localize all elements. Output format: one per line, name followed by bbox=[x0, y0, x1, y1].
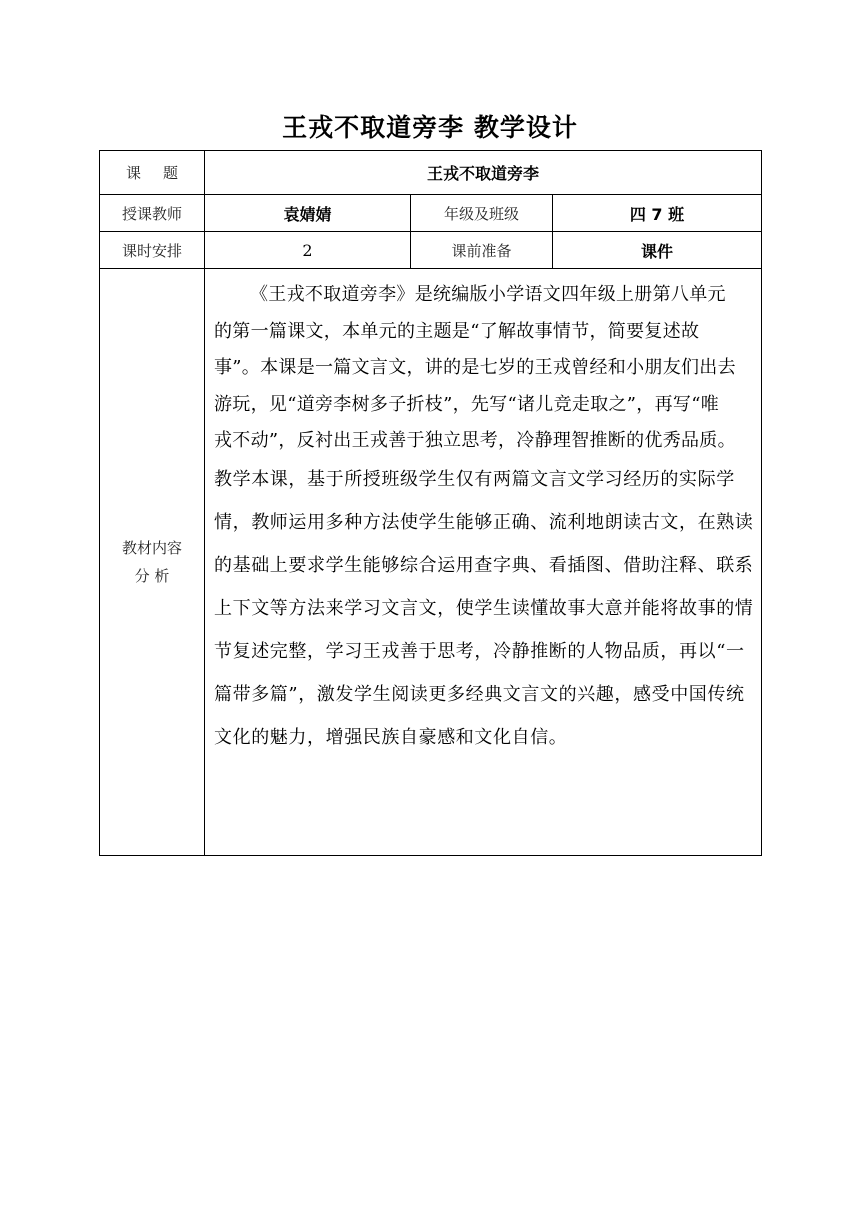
prep-label: 课前准备 bbox=[411, 232, 553, 269]
hours-label: 课时安排 bbox=[100, 232, 205, 269]
lesson-plan-table bbox=[99, 150, 762, 856]
topic-value: 王戎不取道旁李 bbox=[205, 151, 762, 195]
teacher-row bbox=[100, 195, 762, 232]
hours-value: 2 bbox=[205, 232, 411, 269]
topic-row bbox=[100, 151, 762, 195]
topic-label-cell bbox=[100, 151, 205, 195]
analysis-content bbox=[205, 269, 762, 856]
analysis-paragraph-1: 《王戎不取道旁李》是统编版小学语文四年级上册第八单元的第一篇课文，本单元的主题是“了解故事情节，简要复述故事”。本课是一篇文言文，讲的是七岁的王戎曾经和小朋友们出去游玩，见“道旁李树多子折枝”，先写“诸儿竞走取之”，再写“唯戎不动”，反衬出王戎善于独立思考，冷静理智推断的优秀品质。 bbox=[214, 284, 736, 451]
analysis-label-cell bbox=[100, 269, 205, 856]
grade-value: 四 7 班 bbox=[553, 195, 762, 232]
grade-label: 年级及班级 bbox=[411, 195, 553, 232]
analysis-label-line2: 分 析 bbox=[134, 567, 170, 585]
prep-value: 课件 bbox=[553, 232, 762, 269]
teacher-value: 袁婧婧 bbox=[205, 195, 411, 232]
topic-label: 课题 bbox=[125, 164, 200, 182]
analysis-row bbox=[100, 269, 762, 856]
teacher-label: 授课教师 bbox=[100, 195, 205, 232]
analysis-paragraph-2: 教学本课，基于所授班级学生仅有两篇文言文学习经历的实际学情，教师运用多种方法使学生能够正确、流利地朗读古文，在熟读的基础上要求学生能够综合运用查字典、看插图、借助注释、联系上下文等方法来学习文言文，使学生读懂故事大意并能将故事的情节复述完整，学习王戎善于思考，冷静推断的人物品质，再以“一篇带多篇”，激发学生阅读更多经典文言文的兴趣，感受中国传统文化的魅力，增强民族自豪感和文化自信。 bbox=[214, 468, 754, 748]
hours-row bbox=[100, 232, 762, 269]
page-title: 王戎不取道旁李 教学设计 bbox=[282, 113, 578, 142]
analysis-label-line1: 教材内容 bbox=[121, 539, 182, 557]
